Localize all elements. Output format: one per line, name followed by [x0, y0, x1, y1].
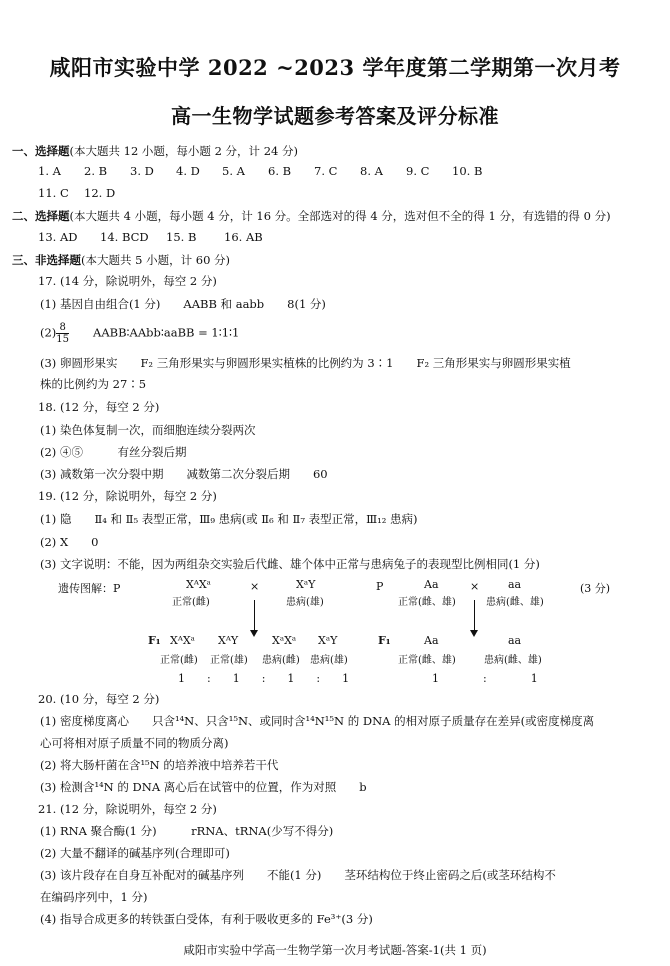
answer-key-title: 高一生物学试题参考答案及评分标准 [171, 104, 499, 128]
q21-answer-2: (2) 大量不翻译的碱基序列(合理即可) [40, 846, 230, 860]
right-arrow-line [474, 600, 475, 632]
left-f1-genotype-3: XᵃXᵃ [272, 634, 297, 647]
left-f1-genotype-1: XᴬXᵃ [170, 634, 195, 647]
q20-answer-1-cont: 心可将相对原子质量不同的物质分离) [40, 736, 229, 750]
right-p2-genotype: aa [508, 578, 522, 591]
left-p2-phenotype: 患病(雄) [286, 597, 324, 608]
left-p1-genotype: XᴬXᵃ [186, 578, 211, 591]
right-f1-ratio: 1 : 1 [432, 672, 538, 685]
q17-answer-2: (2) $\frac{8}{15}$ AABB∶AAbb∶aaBB = 1∶1∶1 [40, 322, 240, 345]
q19-heading: 19. (12 分，除说明外，每空 2 分) [38, 489, 217, 503]
section3-heading: 三、非选择题(本大题共 5 小题，计 60 分) [12, 253, 231, 267]
q17-answer-1: (1) 基因自由组合(1 分) AABB 和 aabb 8(1 分) [40, 297, 326, 311]
left-f1-phenotype-2: 正常(雄) [210, 655, 248, 666]
q17-answer-3-cont: 株的比例约为 27∶5 [40, 377, 147, 391]
section1-answers-row1: 1. A 2. B 3. D 4. D 5. A 6. B 7. C 8. A 9. C 10. B [38, 164, 483, 178]
left-f1-ratio: 1 : 1 : 1 : 1 [178, 672, 350, 685]
right-arrow-head [470, 630, 478, 637]
section2-heading: 二、选择题(本大题共 4 小题，每小题 4 分，计 16 分。全部选对的得 4 分，选对但不全的得 1 分，有选错的得 0 分) [12, 209, 611, 223]
fraction: $\frac{8}{15}$ [56, 322, 70, 345]
left-f1-genotype-2: XᴬY [218, 634, 239, 647]
right-f1-phenotype-2: 患病(雌、雄) [484, 655, 542, 666]
q19-answer-1: (1) 隐 Ⅱ₄ 和 Ⅱ₅ 表型正常，Ⅲ₉ 患病(或 Ⅱ₆ 和 Ⅱ₇ 表型正常，Ⅲ₁₂ 患病) [40, 512, 418, 526]
right-p1-phenotype: 正常(雌、雄) [398, 597, 456, 608]
right-f1-genotype-2: aa [508, 634, 522, 647]
q21-answer-3: (3) 该片段存在自身互补配对的碱基序列 不能(1 分) 茎环结构位于终止密码之后(或茎环结构不 [40, 868, 556, 882]
section2-answers: 13. AD 14. BCD 15. B 16. AB [38, 230, 263, 244]
q18-answer-2: (2) ④⑤ 有丝分裂后期 [40, 445, 187, 459]
q18-answer-1: (1) 染色体复制一次，而细胞连续分裂两次 [40, 423, 256, 437]
q20-answer-1: (1) 密度梯度离心 只含¹⁴N、只含¹⁵N、或同时含¹⁴N¹⁵N 的 DNA 的相对原子质量存在差异(或密度梯度离 [40, 714, 595, 728]
left-f1-genotype-4: XᵃY [318, 634, 338, 647]
section1-heading: 一、选择题(本大题共 12 小题，每小题 2 分，计 24 分) [12, 144, 298, 158]
q17-answer-3: (3) 卵圆形果实 F₂ 三角形果实与卵圆形果实植株的比例约为 3∶1 F₂ 三角形果实与卵圆形果实植 [40, 356, 571, 370]
right-cross-symbol: × [470, 580, 480, 593]
q18-answer-3: (3) 减数第一次分裂中期 减数第二次分裂后期 60 [40, 467, 328, 481]
right-p1-genotype: Aa [424, 578, 439, 591]
q21-answer-4: (4) 指导合成更多的转铁蛋白受体，有利于吸收更多的 Fe³⁺(3 分) [40, 912, 373, 926]
left-f1-label: F₁ [148, 634, 161, 647]
right-p-label: P [376, 580, 384, 593]
left-f1-phenotype-1: 正常(雌) [160, 655, 198, 666]
q17-heading: 17. (14 分，除说明外，每空 2 分) [38, 274, 217, 288]
q21-heading: 21. (12 分，除说明外，每空 2 分) [38, 802, 217, 816]
q20-heading: 20. (10 分，每空 2 分) [38, 692, 160, 706]
section1-answers-row2: 11. C 12. D [38, 186, 116, 200]
diagram-intro: 遗传图解：P [58, 582, 121, 595]
left-arrow-head [250, 630, 258, 637]
page-footer: 咸阳市实验中学高一生物学第一次月考试题-答案-1(共 1 页) [183, 943, 487, 957]
left-arrow-line [254, 600, 255, 632]
q21-answer-3-cont: 在编码序列中，1 分) [40, 890, 148, 904]
q21-answer-1: (1) RNA 聚合酶(1 分) rRNA、tRNA(少写不得分) [40, 824, 334, 838]
left-p2-genotype: XᵃY [296, 578, 316, 591]
q19-answer-2: (2) X 0 [40, 535, 99, 549]
left-f1-phenotype-4: 患病(雄) [310, 655, 348, 666]
q18-heading: 18. (12 分，每空 2 分) [38, 400, 160, 414]
q20-answer-3: (3) 检测含¹⁴N 的 DNA 离心后在试管中的位置，作为对照 b [40, 780, 367, 794]
right-f1-phenotype-1: 正常(雌、雄) [398, 655, 456, 666]
right-f1-genotype-1: Aa [424, 634, 439, 647]
right-p2-phenotype: 患病(雌、雄) [486, 597, 544, 608]
right-f1-label: F₁ [378, 634, 391, 647]
right-score: (3 分) [580, 582, 611, 595]
left-p1-phenotype: 正常(雌) [172, 597, 210, 608]
q19-answer-3: (3) 文字说明：不能，因为两组杂交实验后代雌、雄个体中正常与患病兔子的表现型比例相同(1 分) [40, 557, 540, 571]
exam-title: 咸阳市实验中学 2022 ~2023 学年度第二学期第一次月考 [49, 55, 621, 80]
q20-answer-2: (2) 将大肠杆菌在含¹⁵N 的培养液中培养若干代 [40, 758, 279, 772]
left-f1-phenotype-3: 患病(雌) [262, 655, 300, 666]
left-cross-symbol: × [250, 580, 260, 593]
